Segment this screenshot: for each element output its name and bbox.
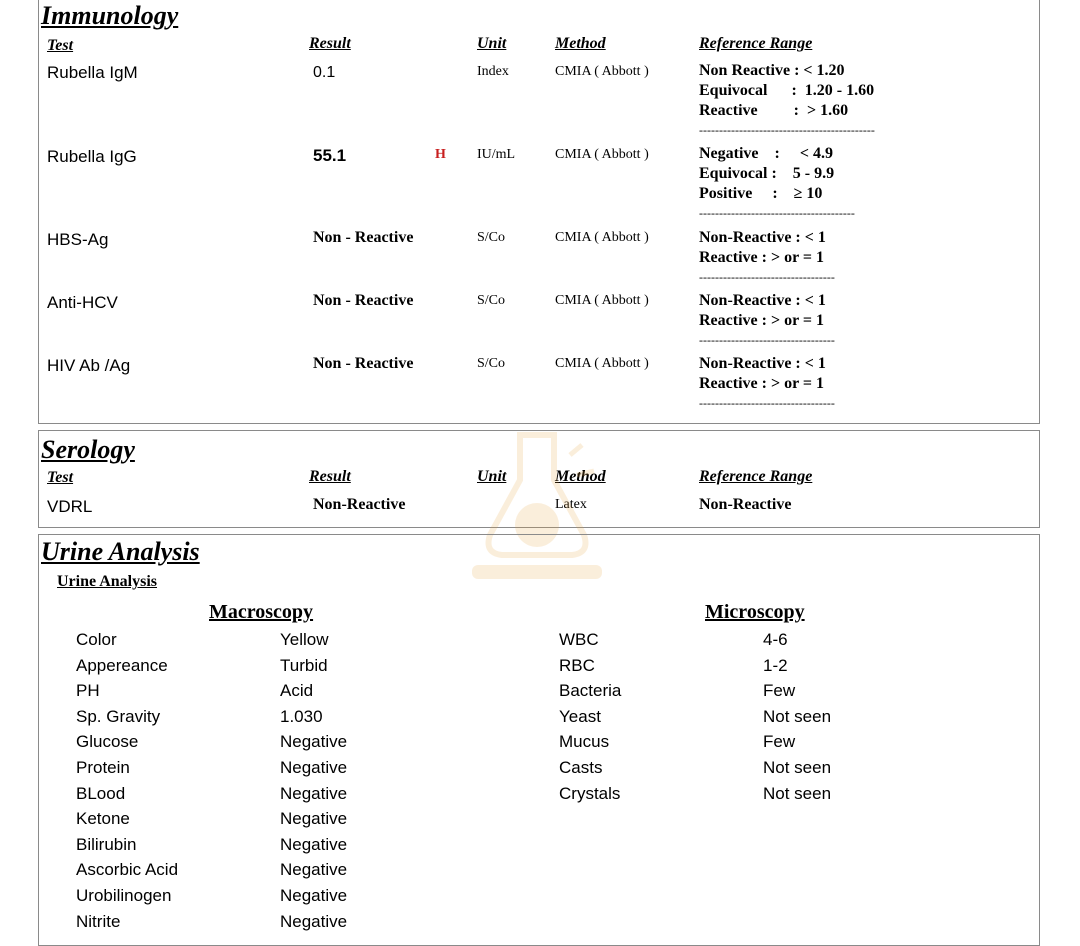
macroscopy-value: Negative [280, 732, 348, 752]
reference-line: Non Reactive : < 1.20 [699, 62, 845, 79]
test-unit: S/Co [477, 230, 506, 245]
microscopy-value: Few [763, 732, 796, 752]
reference-divider: ---------------------------------- [699, 270, 835, 284]
microscopy-heading: Microscopy [705, 601, 805, 623]
test-result: Non-Reactive [313, 496, 406, 513]
section-subtitle: Urine Analysis [57, 573, 158, 590]
reference-line: Positive : ≥ 10 [699, 185, 823, 202]
test-result: Non - Reactive [313, 292, 414, 309]
microscopy-value: Not seen [763, 706, 832, 726]
test-name: HIV Ab /Ag [47, 356, 131, 375]
col-header-result: Result [309, 35, 351, 52]
macroscopy-value: Negative [280, 783, 348, 803]
test-result: Non - Reactive [313, 229, 414, 246]
macroscopy-parameter: Appereance [76, 655, 168, 675]
microscopy-parameter: Mucus [559, 732, 610, 752]
col-header-unit: Unit [477, 35, 507, 52]
test-result: 0.1 [313, 64, 336, 81]
reference-divider: -------------------------------------------- [699, 123, 875, 137]
macroscopy-parameter: Bilirubin [76, 834, 137, 854]
reference-line: Reactive : > or = 1 [699, 249, 825, 266]
reference-line: Equivocal : 5 - 9.9 [699, 165, 835, 182]
test-method: Latex [555, 497, 587, 512]
test-method: CMIA ( Abbott ) [555, 356, 649, 371]
col-header-method: Method [555, 468, 606, 485]
macroscopy-value: Negative [280, 834, 348, 854]
high-flag: H [435, 147, 446, 162]
test-name: VDRL [47, 497, 93, 516]
reference-divider: ---------------------------------- [699, 396, 835, 410]
reference-value: Non-Reactive [699, 496, 792, 513]
macroscopy-value: Negative [280, 911, 348, 931]
col-header-test: Test [47, 37, 74, 54]
macroscopy-heading: Macroscopy [209, 601, 314, 623]
test-result: Non - Reactive [313, 355, 414, 372]
test-method: CMIA ( Abbott ) [555, 230, 649, 245]
microscopy-value: 1-2 [763, 655, 788, 675]
reference-line: Non-Reactive : < 1 [699, 355, 826, 372]
macroscopy-parameter: Protein [76, 758, 130, 777]
test-unit: S/Co [477, 293, 506, 308]
section-title: Urine Analysis [41, 537, 200, 566]
test-unit: IU/mL [477, 147, 516, 162]
section-title: Serology [41, 435, 135, 464]
test-result: 55.1 [313, 146, 347, 165]
microscopy-parameter: RBC [559, 655, 595, 675]
col-header-reference: Reference Range [699, 468, 813, 485]
microscopy-parameter: Crystals [559, 783, 621, 803]
macroscopy-parameter: Color [76, 630, 117, 649]
col-header-test: Test [47, 469, 74, 486]
microscopy-value: Not seen [763, 758, 832, 777]
test-unit: Index [477, 64, 509, 79]
test-name: HBS-Ag [47, 230, 109, 249]
reference-line: Reactive : > or = 1 [699, 312, 825, 329]
test-unit: S/Co [477, 356, 506, 371]
macroscopy-value: Turbid [280, 655, 328, 675]
reference-line: Reactive : > 1.60 [699, 102, 849, 119]
microscopy-parameter: WBC [559, 630, 599, 649]
immunology-section [38, 0, 1040, 424]
test-method: CMIA ( Abbott ) [555, 147, 649, 162]
macroscopy-value: Yellow [280, 630, 329, 649]
test-name: Rubella IgG [47, 147, 137, 166]
macroscopy-value: Negative [280, 758, 348, 777]
reference-line: Equivocal : 1.20 - 1.60 [699, 82, 875, 99]
test-name: Anti-HCV [47, 293, 118, 312]
urine-analysis-section [38, 534, 1040, 946]
reference-divider: ---------------------------------- [699, 333, 835, 347]
reference-line: Reactive : > or = 1 [699, 375, 825, 392]
macroscopy-parameter: BLood [76, 783, 126, 803]
section-title: Immunology [41, 1, 179, 30]
microscopy-parameter: Yeast [559, 706, 601, 726]
test-name: Rubella IgM [47, 63, 138, 82]
macroscopy-parameter: Urobilinogen [76, 886, 172, 905]
macroscopy-value: Negative [280, 860, 348, 880]
test-method: CMIA ( Abbott ) [555, 293, 649, 308]
col-header-method: Method [555, 35, 606, 52]
macroscopy-value: Acid [280, 681, 314, 701]
macroscopy-value: Negative [280, 886, 348, 905]
col-header-reference: Reference Range [699, 35, 813, 52]
macroscopy-parameter: Glucose [76, 732, 139, 752]
microscopy-value: Not seen [763, 783, 832, 803]
macroscopy-parameter: Nitrite [76, 911, 121, 931]
test-method: CMIA ( Abbott ) [555, 64, 649, 79]
macroscopy-parameter: PH [76, 681, 100, 701]
microscopy-value: 4-6 [763, 630, 788, 649]
serology-section [38, 430, 1040, 528]
col-header-unit: Unit [477, 468, 507, 485]
microscopy-parameter: Casts [559, 758, 603, 777]
macroscopy-value: Negative [280, 809, 348, 829]
microscopy-parameter: Bacteria [559, 681, 622, 701]
macroscopy-value: 1.030 [280, 706, 323, 726]
reference-line: Non-Reactive : < 1 [699, 229, 826, 246]
macroscopy-parameter: Sp. Gravity [76, 706, 161, 726]
macroscopy-parameter: Ascorbic Acid [76, 860, 179, 880]
reference-divider: --------------------------------------- [699, 206, 855, 220]
microscopy-value: Few [763, 681, 796, 701]
reference-line: Negative : < 4.9 [699, 145, 833, 162]
col-header-result: Result [309, 468, 351, 485]
reference-line: Non-Reactive : < 1 [699, 292, 826, 309]
macroscopy-parameter: Ketone [76, 809, 130, 829]
